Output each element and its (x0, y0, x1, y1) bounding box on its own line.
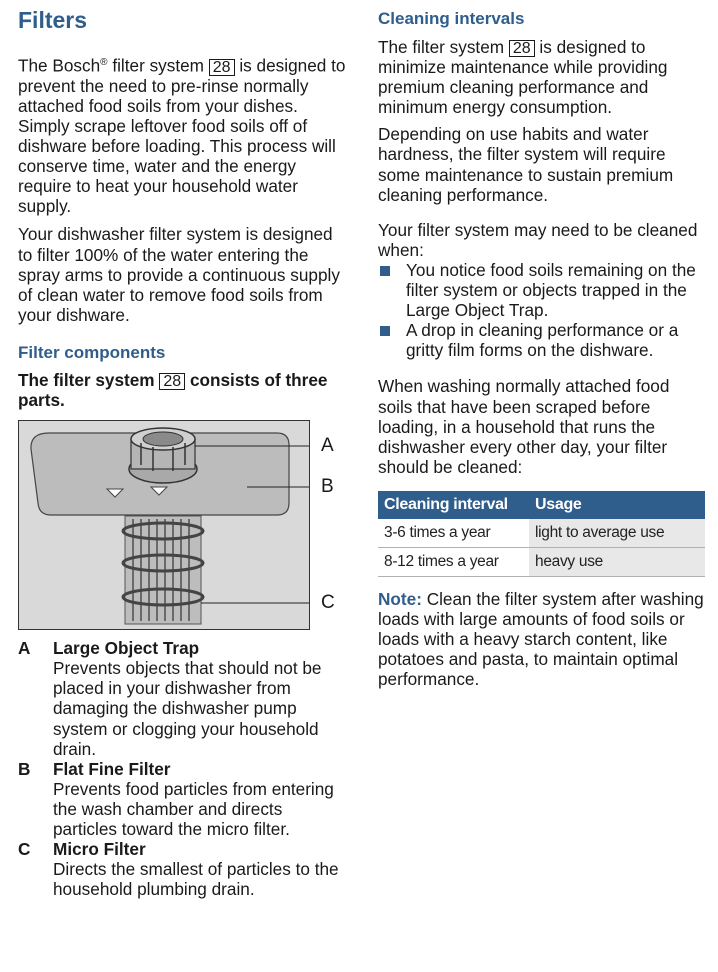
cleaning-conditions-list (378, 260, 708, 360)
reference-number: 28 (509, 40, 535, 57)
intervals-table (378, 491, 705, 577)
object-trap-graphic (129, 428, 197, 483)
intro-paragraph: The Bosch® filter system 28 is designed to prevent the need to pre-rinse normally attached food soils from your dishes. Simply scrape leftover food soils off of dishware before loading. This process will conserve time, water and the energy require to heat your household water supply. (18, 55, 346, 217)
schedule-paragraph: When washing normally attached food soils that have been scraped before loading, in a household that runs the dishwasher every other day, your filter should be cleaned: (378, 376, 670, 477)
table-cell: 3-6 times a year (378, 519, 529, 548)
list-item: A drop in cleaning performance or a gritty film forms on the dishware. (378, 320, 708, 360)
part-description: Prevents food particles from entering the wash chamber and directs particles toward the micro filter. (53, 778, 334, 839)
label-c: C (321, 592, 335, 614)
hardness-paragraph: Depending on use habits and water hardness, the filter system will require some maintenance to sustain premium cleaning performance. (378, 124, 674, 205)
table-row (378, 519, 705, 548)
table-cell: 8-12 times a year (378, 547, 529, 576)
part-title: Large Object Trap (53, 638, 200, 659)
bullet-icon (380, 326, 390, 336)
left-column (18, 0, 348, 899)
part-title: Micro Filter (53, 839, 146, 860)
components-lead: The filter system 28 consists of three parts. (18, 369, 328, 411)
part-item: B Flat Fine Filter Prevents food particles from entering the wash chamber and directs particles toward the micro filter. (18, 759, 348, 839)
table-header: Cleaning interval (378, 491, 529, 519)
filter-illustration (19, 421, 309, 629)
list-item: You notice food soils remaining on the filter system or objects trapped in the Large Object Trap. (378, 260, 708, 320)
intervals-table-wrap (378, 491, 708, 577)
table-cell: heavy use (529, 547, 705, 576)
intervals-heading: Cleaning intervals (378, 9, 525, 28)
reference-number: 28 (159, 373, 185, 390)
note-paragraph: Note: Clean the filter system after washing loads with large amounts of food soils or loads with a heavy starch content, like potatoes and pasta, to maintain optimal performance. (378, 588, 704, 690)
table-header: Usage (529, 491, 705, 519)
label-a: A (321, 435, 334, 457)
page-title: Filters (18, 7, 88, 33)
bullet-icon (380, 266, 390, 276)
part-description: Prevents objects that should not be placed in your dishwasher from damaging the dishwasher pump system or clogging your household drain. (53, 658, 322, 759)
maintenance-paragraph: The filter system 28 is designed to minimize maintenance while providing premium cleaning performance and minimum energy consumption. (378, 37, 668, 118)
right-column (378, 0, 708, 689)
filter-figure (18, 420, 340, 630)
parts-list (18, 638, 348, 899)
filter-paragraph: Your dishwasher filter system is designed to filter 100% of the water entering the spray arms to provide a continuous supply of clean water to remove food soils from your dishware. (18, 224, 340, 325)
figure-frame (18, 420, 310, 630)
part-item: A Large Object Trap Prevents objects that should not be placed in your dishwasher from damaging the dishwasher pump system or clogging your household drain. (18, 638, 348, 759)
part-description: Directs the smallest of particles to the household plumbing drain. (53, 859, 339, 900)
table-cell: light to average use (529, 519, 705, 548)
reference-number: 28 (209, 59, 235, 76)
part-title: Flat Fine Filter (53, 758, 171, 779)
micro-filter-graphic (123, 516, 203, 624)
table-header-row (378, 491, 705, 519)
part-item: C Micro Filter Directs the smallest of particles to the household plumbing drain. (18, 839, 348, 899)
table-row (378, 547, 705, 576)
cleaning-when-paragraph: Your filter system may need to be cleaned when: (378, 219, 698, 260)
components-heading: Filter components (18, 342, 166, 362)
label-b: B (321, 476, 334, 498)
